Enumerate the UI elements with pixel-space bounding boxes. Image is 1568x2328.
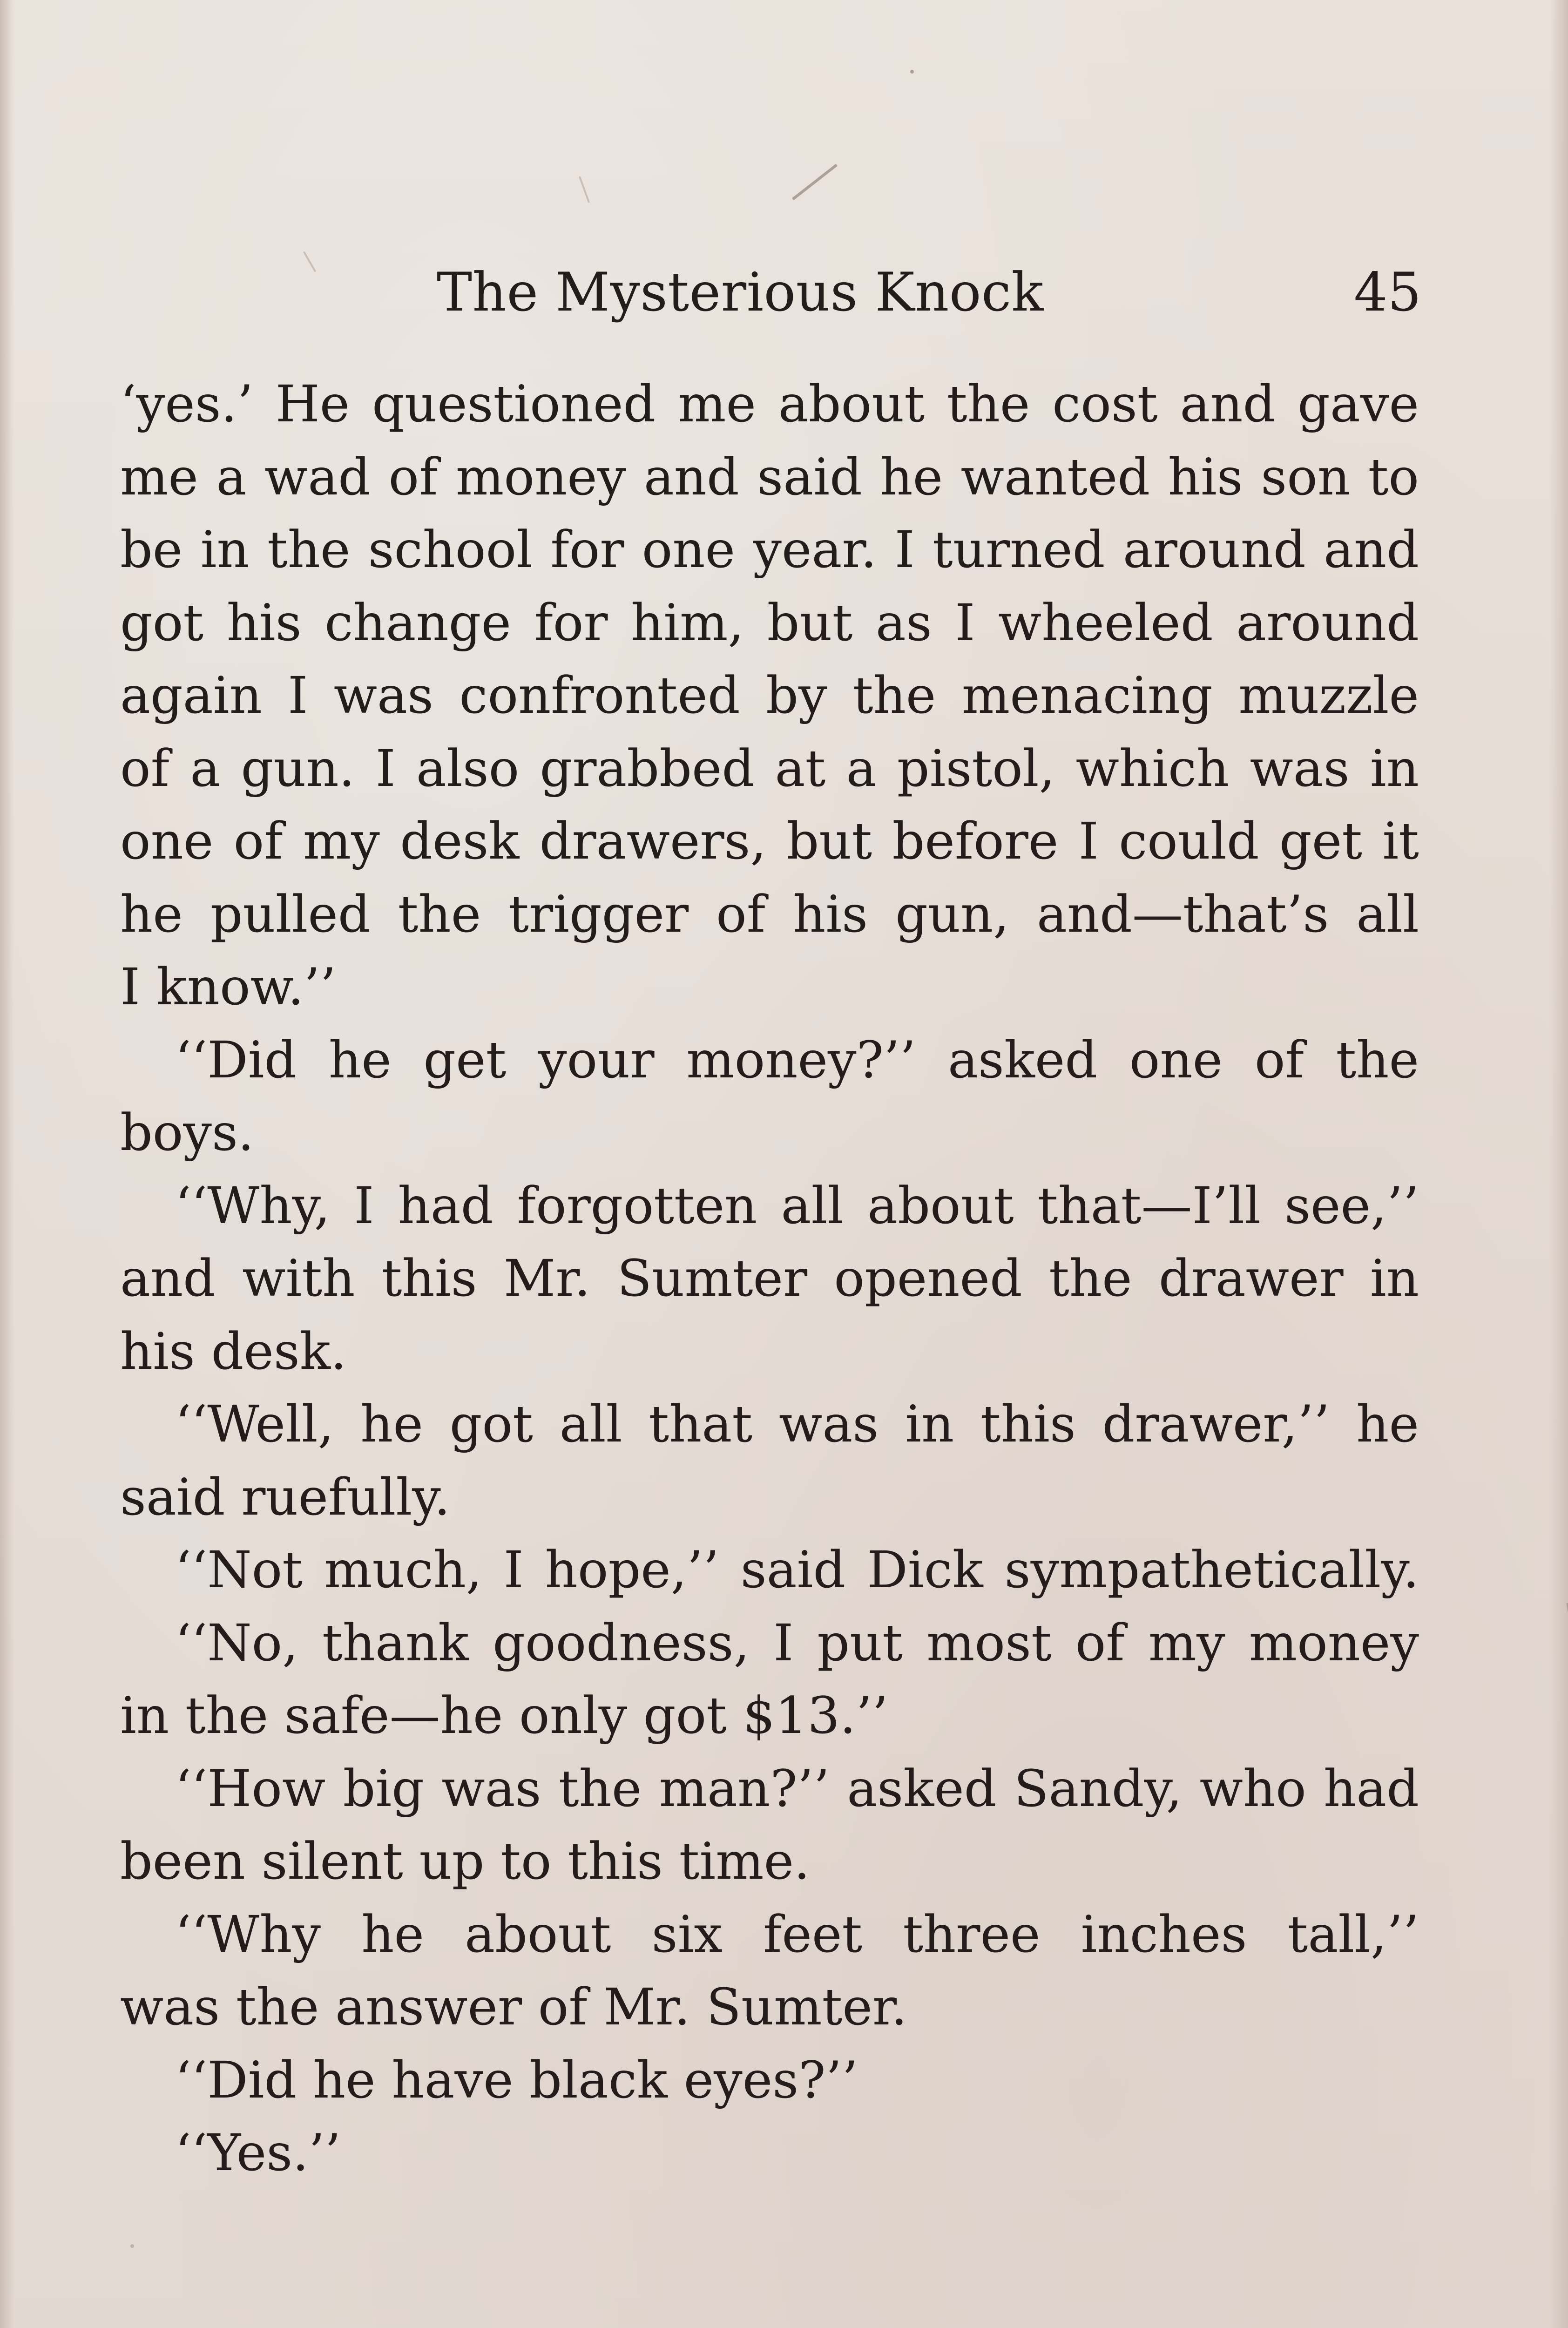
page-number: 45 [1354,261,1422,323]
text-line: me a wad of money and said he wanted his son to [120,447,1419,507]
text-line: be in the school for one year. I turned around and [120,520,1419,579]
running-title: The Mysterious Knock [437,261,1044,323]
text-line: was the answer of Mr. Sumter. [120,1977,907,2037]
text-line: I know.’’ [120,957,336,1016]
paper-fiber-mark [130,2244,134,2248]
text-line: been silent up to this time. [120,1832,810,1891]
text-line: ‘‘Why, I had forgotten all about that—I’ll see,’’ [175,1176,1419,1235]
running-head [0,255,1568,330]
page-left-edge-shadow [0,0,14,2328]
page-right-edge-shadow [1549,0,1568,2328]
text-line: and with this Mr. Sumter opened the drawer in [120,1249,1419,1308]
text-line: his desk. [120,1321,347,1381]
text-line: he pulled the trigger of his gun, and—that’s all [120,884,1419,944]
paper-fiber-mark [792,164,838,201]
text-line: ‘‘Why he about six feet three inches tall,’’ [175,1904,1419,1964]
text-line: ‘yes.’ He questioned me about the cost and gave [120,374,1419,433]
text-line: said ruefully. [120,1467,451,1527]
text-line: in the safe—he only got $13.’’ [120,1686,888,1745]
text-line: ‘‘How big was the man?’’ asked Sandy, who had [175,1759,1419,1818]
text-line: one of my desk drawers, but before I could get it [120,812,1419,871]
text-line: of a gun. I also grabbed at a pistol, which was in [120,738,1419,798]
text-line: ‘‘Did he have black eyes?’’ [175,2050,858,2110]
paper-fiber-mark [910,70,914,74]
text-line: ‘‘Well, he got all that was in this drawer,’’ he [175,1394,1419,1454]
text-line: ‘‘Did he get your money?’’ asked one of the [175,1030,1419,1090]
body-text [120,368,1419,2190]
text-line: again I was confronted by the menacing muzzle [120,666,1419,725]
paper-fiber-mark [579,176,590,203]
text-line: boys. [120,1103,254,1162]
text-line: ‘‘Not much, I hope,’’ said Dick sympathetically. [175,1540,1419,1599]
text-line: ‘‘Yes.’’ [175,2123,341,2182]
text-line: got his change for him, but as I wheeled around [120,593,1419,652]
text-line: ‘‘No, thank goodness, I put most of my money [175,1613,1419,1672]
